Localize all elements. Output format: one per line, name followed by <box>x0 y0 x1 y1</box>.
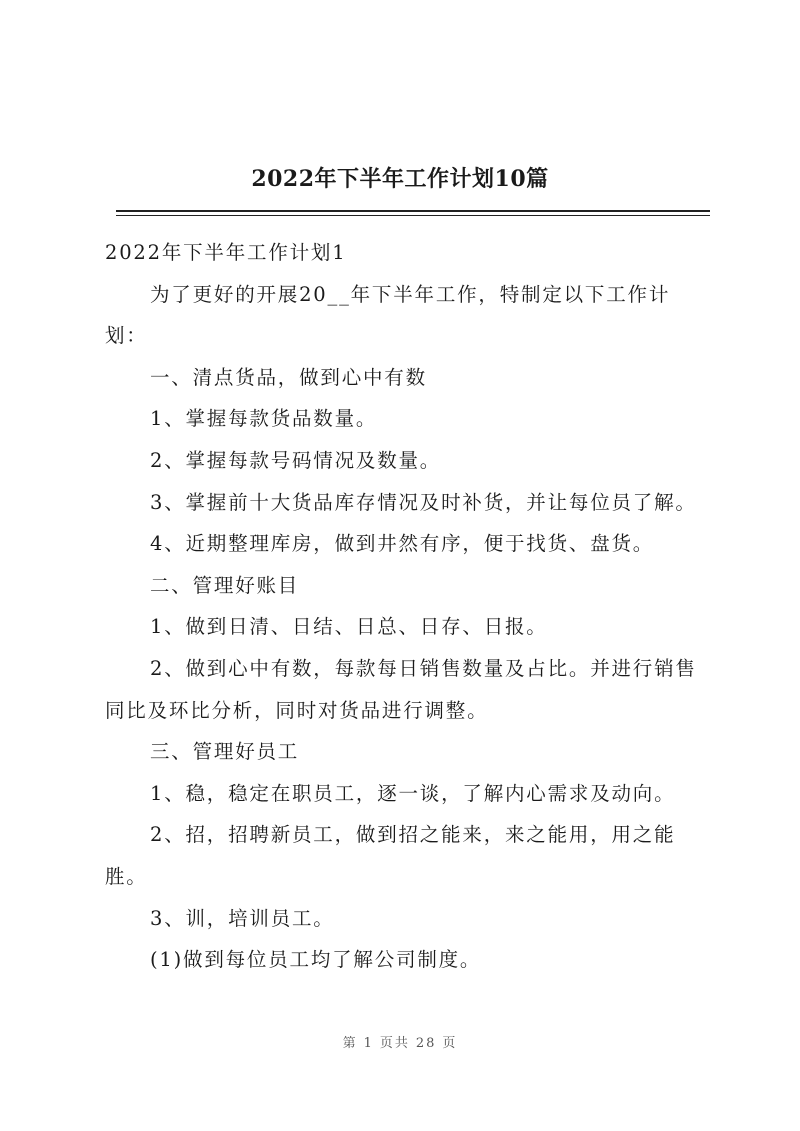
page-footer <box>0 1032 800 1051</box>
current-page-number: 1 <box>363 1036 374 1051</box>
paragraph: 1、做到日清、日结、日总、日存、日报。 <box>150 615 548 639</box>
document-body <box>105 232 705 981</box>
paragraph: 1、掌握每款货品数量。 <box>150 407 378 431</box>
footer-suffix: 页 <box>442 1036 458 1051</box>
paragraph: 1、稳，稳定在职员工，逐一谈，了解内心需求及动向。 <box>150 781 676 805</box>
paragraph: 2、掌握每款号码情况及数量。 <box>150 448 442 472</box>
paragraph: 二、管理好账目 <box>150 573 300 597</box>
paragraph: 3、掌握前十大货品库存情况及时补货，并让每位员了解。 <box>150 490 697 514</box>
total-pages-number: 28 <box>415 1036 437 1051</box>
paragraph: 2、招，招聘新员工，做到招之能来，来之能用，用之能胜。 <box>105 823 676 888</box>
paragraph: 2、做到心中有数，每款每日销售数量及占比。并进行销售同比及环比分析，同时对货品进行调整。 <box>105 656 697 722</box>
paragraph: 为了更好的开展20__年下半年工作，特制定以下工作计划： <box>105 282 671 348</box>
paragraph: 4、近期整理库房，做到井然有序，便于找货、盘货。 <box>150 532 655 556</box>
paragraph: 3、训，培训员工。 <box>150 906 335 930</box>
paragraph: 一、清点货品，做到心中有数 <box>150 365 427 389</box>
paragraph: 三、管理好员工 <box>150 740 300 764</box>
footer-mid: 页共 <box>379 1036 410 1051</box>
title-divider <box>116 210 710 212</box>
document-title: 2022年下半年工作计划10篇 <box>251 166 549 192</box>
title-divider-thin <box>116 215 710 216</box>
section-heading: 2022年下半年工作计划1 <box>105 241 347 264</box>
footer-prefix: 第 <box>342 1036 358 1051</box>
paragraph: (1)做到每位员工均了解公司制度。 <box>150 948 482 972</box>
